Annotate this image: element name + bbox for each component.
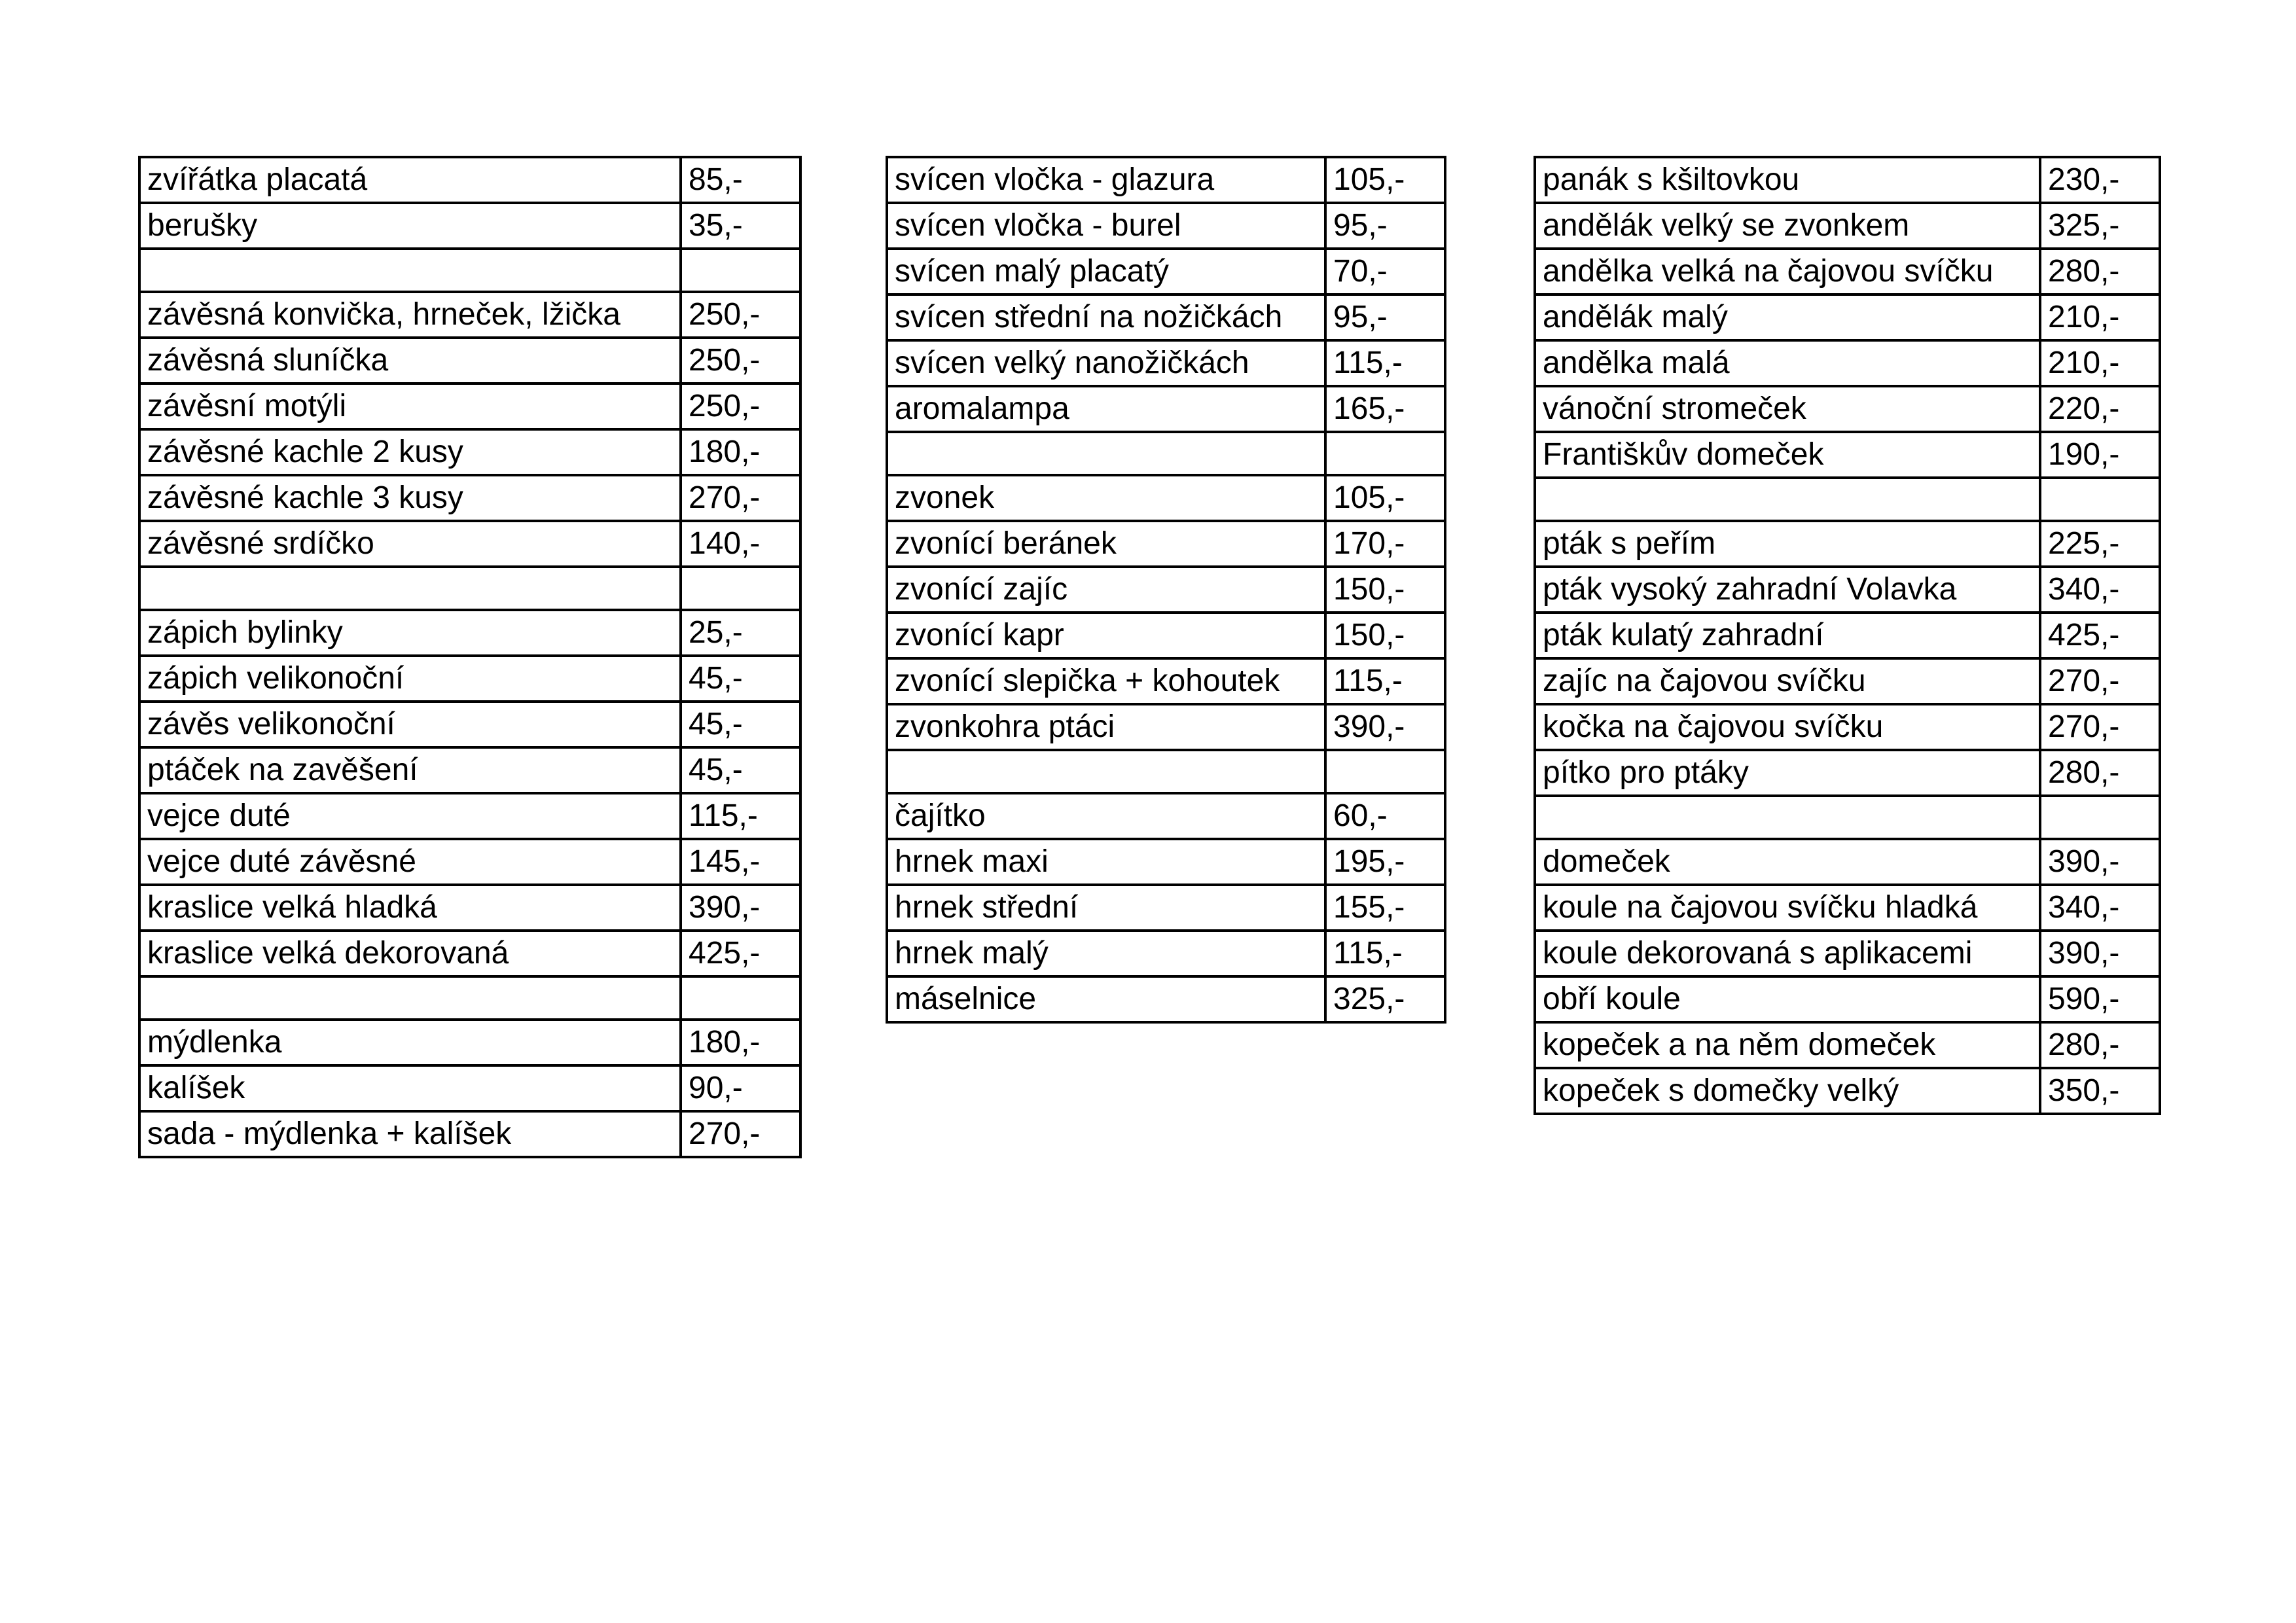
table-row	[139, 157, 800, 203]
table-row	[1535, 203, 2160, 249]
table-row	[1535, 839, 2160, 885]
price-table-1	[138, 156, 802, 1158]
item-name-cell: vejce duté	[139, 793, 681, 839]
item-name-cell: pítko pro ptáky	[1535, 750, 2040, 796]
item-price-cell: 115,-	[1325, 340, 1445, 386]
item-price-cell: 155,-	[1325, 885, 1445, 931]
table-row	[887, 839, 1445, 885]
table-row	[887, 432, 1445, 475]
table-row	[1535, 386, 2160, 432]
item-name-cell: máselnice	[887, 976, 1325, 1022]
table-row	[1535, 478, 2160, 521]
item-price-cell: 230,-	[2040, 157, 2160, 203]
item-name-cell: kopeček s domečky velký	[1535, 1068, 2040, 1114]
item-name-cell: ptáček na zavěšení	[139, 747, 681, 793]
item-name-cell: závěsné kachle 2 kusy	[139, 429, 681, 475]
item-name-cell: andělák velký se zvonkem	[1535, 203, 2040, 249]
item-name-cell	[139, 249, 681, 292]
table-row	[887, 294, 1445, 340]
item-name-cell: sada - mýdlenka + kalíšek	[139, 1111, 681, 1157]
table-row	[1535, 567, 2160, 613]
table-row	[139, 249, 800, 292]
item-price-cell: 105,-	[1325, 157, 1445, 203]
item-name-cell: závěsní motýli	[139, 383, 681, 429]
table-row	[1535, 1022, 2160, 1068]
item-price-cell: 390,-	[1325, 704, 1445, 750]
item-name-cell	[139, 567, 681, 610]
table-row	[887, 793, 1445, 839]
item-price-cell: 85,-	[681, 157, 800, 203]
table-row	[139, 567, 800, 610]
item-price-cell: 145,-	[681, 839, 800, 885]
price-table-3	[1534, 156, 2161, 1115]
table-row	[139, 203, 800, 249]
item-price-cell: 190,-	[2040, 432, 2160, 478]
item-name-cell: svícen střední na nožičkách	[887, 294, 1325, 340]
item-price-cell	[2040, 796, 2160, 839]
table-row	[139, 429, 800, 475]
item-price-cell: 425,-	[2040, 613, 2160, 658]
item-name-cell: závěsné kachle 3 kusy	[139, 475, 681, 521]
table-row	[887, 203, 1445, 249]
item-name-cell	[1535, 478, 2040, 521]
table-row	[887, 613, 1445, 658]
table-row	[1535, 885, 2160, 931]
table-row	[887, 386, 1445, 432]
item-price-cell: 210,-	[2040, 340, 2160, 386]
item-name-cell: pták s peřím	[1535, 521, 2040, 567]
item-name-cell: koule dekorovaná s aplikacemi	[1535, 931, 2040, 976]
item-price-cell: 165,-	[1325, 386, 1445, 432]
item-name-cell: zvonící kapr	[887, 613, 1325, 658]
table-row	[1535, 1068, 2160, 1114]
item-name-cell: zvířátka placatá	[139, 157, 681, 203]
item-price-cell: 70,-	[1325, 249, 1445, 294]
item-price-cell: 270,-	[681, 1111, 800, 1157]
item-name-cell: závěsná sluníčka	[139, 338, 681, 383]
item-name-cell	[887, 432, 1325, 475]
table-row	[887, 340, 1445, 386]
item-name-cell: obří koule	[1535, 976, 2040, 1022]
item-price-cell: 45,-	[681, 656, 800, 702]
table-row	[1535, 750, 2160, 796]
item-name-cell: andělka velká na čajovou svíčku	[1535, 249, 2040, 294]
item-price-cell	[1325, 750, 1445, 793]
table-row	[139, 656, 800, 702]
table-row	[139, 885, 800, 931]
table-row	[1535, 432, 2160, 478]
table-row	[887, 157, 1445, 203]
table-row	[887, 249, 1445, 294]
table-row	[139, 793, 800, 839]
item-price-cell: 115,-	[1325, 658, 1445, 704]
item-price-cell: 35,-	[681, 203, 800, 249]
item-name-cell: zvonek	[887, 475, 1325, 521]
table-row	[1535, 340, 2160, 386]
item-name-cell: čajítko	[887, 793, 1325, 839]
item-price-cell: 590,-	[2040, 976, 2160, 1022]
table-row	[1535, 521, 2160, 567]
item-price-cell: 150,-	[1325, 613, 1445, 658]
table-row	[887, 475, 1445, 521]
item-price-cell: 115,-	[681, 793, 800, 839]
item-name-cell: hrnek střední	[887, 885, 1325, 931]
item-name-cell: zajíc na čajovou svíčku	[1535, 658, 2040, 704]
item-name-cell: koule na čajovou svíčku hladká	[1535, 885, 2040, 931]
item-price-cell: 350,-	[2040, 1068, 2160, 1114]
item-price-cell: 280,-	[2040, 750, 2160, 796]
item-price-cell: 325,-	[2040, 203, 2160, 249]
item-price-cell: 90,-	[681, 1065, 800, 1111]
item-price-cell: 250,-	[681, 383, 800, 429]
table-row	[887, 567, 1445, 613]
item-name-cell: aromalampa	[887, 386, 1325, 432]
table-row	[139, 1065, 800, 1111]
item-name-cell: svícen velký nanožičkách	[887, 340, 1325, 386]
table-row	[139, 931, 800, 976]
item-price-cell: 390,-	[681, 885, 800, 931]
item-name-cell	[887, 750, 1325, 793]
table-row	[139, 521, 800, 567]
item-price-cell: 95,-	[1325, 203, 1445, 249]
table-row	[1535, 931, 2160, 976]
item-price-cell: 340,-	[2040, 567, 2160, 613]
item-price-cell: 140,-	[681, 521, 800, 567]
table-row	[139, 747, 800, 793]
table-row	[887, 750, 1445, 793]
item-name-cell: svícen malý placatý	[887, 249, 1325, 294]
item-price-cell: 45,-	[681, 747, 800, 793]
table-row	[139, 383, 800, 429]
item-name-cell: Františkův domeček	[1535, 432, 2040, 478]
item-price-cell: 280,-	[2040, 249, 2160, 294]
item-name-cell: zvonící zajíc	[887, 567, 1325, 613]
item-price-cell: 170,-	[1325, 521, 1445, 567]
table-row	[1535, 796, 2160, 839]
item-name-cell	[1535, 796, 2040, 839]
item-name-cell: pták kulatý zahradní	[1535, 613, 2040, 658]
item-price-cell: 270,-	[681, 475, 800, 521]
item-name-cell: závěsná konvička, hrneček, lžička	[139, 292, 681, 338]
table-row	[139, 839, 800, 885]
table-row	[1535, 249, 2160, 294]
item-price-cell: 150,-	[1325, 567, 1445, 613]
item-price-cell: 390,-	[2040, 839, 2160, 885]
item-price-cell: 115,-	[1325, 931, 1445, 976]
table-row	[139, 1111, 800, 1157]
table-row	[1535, 658, 2160, 704]
table-row	[1535, 976, 2160, 1022]
item-price-cell: 180,-	[681, 429, 800, 475]
item-name-cell: zvonící slepička + kohoutek	[887, 658, 1325, 704]
table-row	[139, 338, 800, 383]
item-price-cell: 25,-	[681, 610, 800, 656]
item-name-cell: kalíšek	[139, 1065, 681, 1111]
item-price-cell	[681, 976, 800, 1020]
table-row	[139, 976, 800, 1020]
item-price-cell	[681, 249, 800, 292]
item-name-cell: kopeček a na něm domeček	[1535, 1022, 2040, 1068]
item-price-cell	[2040, 478, 2160, 521]
item-name-cell: kraslice velká dekorovaná	[139, 931, 681, 976]
item-price-cell: 340,-	[2040, 885, 2160, 931]
item-price-cell: 270,-	[2040, 658, 2160, 704]
item-name-cell: pták vysoký zahradní Volavka	[1535, 567, 2040, 613]
table-row	[887, 976, 1445, 1022]
item-name-cell: kraslice velká hladká	[139, 885, 681, 931]
table-row	[1535, 704, 2160, 750]
item-name-cell: závěs velikonoční	[139, 702, 681, 747]
table-row	[887, 658, 1445, 704]
item-name-cell: zvonkohra ptáci	[887, 704, 1325, 750]
item-name-cell	[139, 976, 681, 1020]
item-name-cell: zápich velikonoční	[139, 656, 681, 702]
item-price-cell: 270,-	[2040, 704, 2160, 750]
item-price-cell: 210,-	[2040, 294, 2160, 340]
item-price-cell: 195,-	[1325, 839, 1445, 885]
table-row	[1535, 613, 2160, 658]
item-price-cell: 45,-	[681, 702, 800, 747]
item-name-cell: závěsné srdíčko	[139, 521, 681, 567]
item-price-cell: 220,-	[2040, 386, 2160, 432]
item-price-cell: 325,-	[1325, 976, 1445, 1022]
item-price-cell	[1325, 432, 1445, 475]
item-name-cell: svícen vločka - burel	[887, 203, 1325, 249]
item-price-cell: 180,-	[681, 1020, 800, 1065]
table-row	[139, 610, 800, 656]
item-name-cell: andělka malá	[1535, 340, 2040, 386]
table-row	[139, 292, 800, 338]
item-name-cell: vánoční stromeček	[1535, 386, 2040, 432]
item-name-cell: kočka na čajovou svíčku	[1535, 704, 2040, 750]
item-name-cell: zvonící beránek	[887, 521, 1325, 567]
table-row	[1535, 294, 2160, 340]
item-name-cell: svícen vločka - glazura	[887, 157, 1325, 203]
item-price-cell: 250,-	[681, 338, 800, 383]
item-price-cell: 60,-	[1325, 793, 1445, 839]
item-price-cell: 225,-	[2040, 521, 2160, 567]
item-price-cell: 105,-	[1325, 475, 1445, 521]
item-name-cell: mýdlenka	[139, 1020, 681, 1065]
table-row	[1535, 157, 2160, 203]
item-name-cell: zápich bylinky	[139, 610, 681, 656]
item-name-cell: hrnek malý	[887, 931, 1325, 976]
table-row	[139, 475, 800, 521]
item-price-cell	[681, 567, 800, 610]
item-name-cell: hrnek maxi	[887, 839, 1325, 885]
table-row	[887, 704, 1445, 750]
item-price-cell: 280,-	[2040, 1022, 2160, 1068]
item-price-cell: 390,-	[2040, 931, 2160, 976]
table-row	[139, 1020, 800, 1065]
table-row	[139, 702, 800, 747]
table-row	[887, 885, 1445, 931]
item-name-cell: berušky	[139, 203, 681, 249]
price-table-2	[886, 156, 1446, 1024]
item-price-cell: 250,-	[681, 292, 800, 338]
table-row	[887, 931, 1445, 976]
table-row	[887, 521, 1445, 567]
item-name-cell: domeček	[1535, 839, 2040, 885]
item-name-cell: vejce duté závěsné	[139, 839, 681, 885]
item-name-cell: andělák malý	[1535, 294, 2040, 340]
item-price-cell: 425,-	[681, 931, 800, 976]
item-name-cell: panák s kšiltovkou	[1535, 157, 2040, 203]
item-price-cell: 95,-	[1325, 294, 1445, 340]
